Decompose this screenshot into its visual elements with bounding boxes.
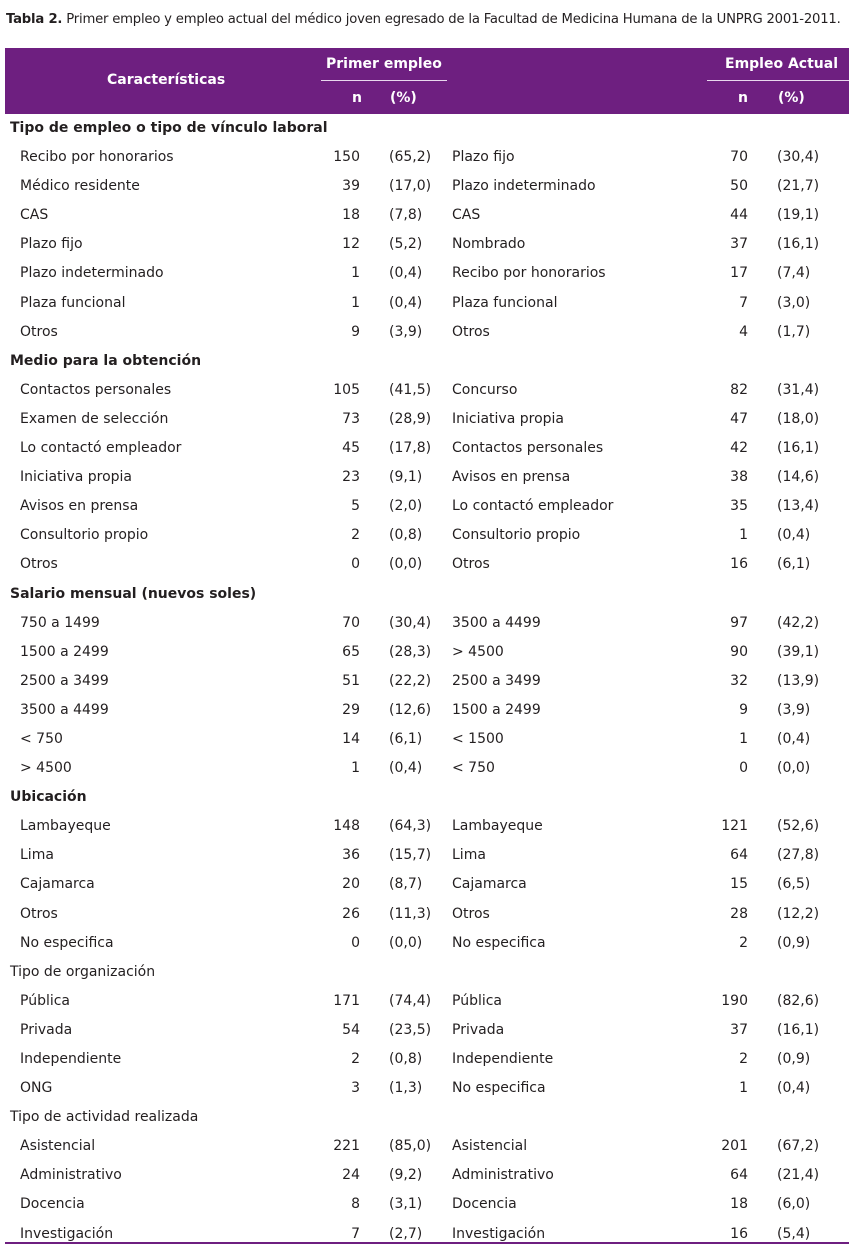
first-job-n: 9 [351,323,360,340]
first-job-n: 150 [333,149,360,166]
current-job-pct: (3,9) [777,701,811,718]
current-job-pct: (42,2) [777,614,820,631]
current-job-pct: (0,4) [777,527,811,544]
current-job-pct: (19,1) [777,207,820,224]
table-row [0,463,855,492]
current-job-n: 47 [730,410,748,427]
first-job-pct: (3,9) [389,323,423,340]
current-job-category: Contactos personales [452,440,604,457]
current-job-n: 50 [730,178,748,195]
current-job-category: Administrativo [452,1167,554,1184]
current-job-category: Investigación [452,1225,546,1242]
table-row [0,230,855,259]
first-job-pct: (0,8) [389,1051,423,1067]
table-row [0,900,855,929]
first-job-n: 12 [342,236,360,253]
first-job-n: 23 [342,469,360,486]
section-title: Medio para la obtención [10,352,202,369]
first-job-pct: (5,2) [389,236,423,253]
first-job-n: 2 [351,527,360,544]
current-job-category: > 4500 [452,643,504,660]
first-job-category: Lambayeque [20,818,111,835]
current-job-pct: (0,4) [777,730,811,747]
first-job-pct: (41,5) [389,381,432,398]
current-job-n: 17 [730,265,748,282]
current-job-n: 90 [730,643,748,660]
first-job-category: 2500 a 3499 [20,672,109,689]
current-job-n: 4 [739,323,748,340]
section-row [0,580,855,609]
first-job-pct: (0,4) [389,760,423,777]
first-job-pct: (17,0) [389,178,432,195]
current-job-n: 44 [730,207,748,224]
first-job-n: 3 [351,1080,360,1097]
current-job-pct: (21,7) [777,178,820,195]
first-job-pct: (74,4) [389,992,432,1009]
table-body [0,114,855,1249]
current-job-n: 82 [730,381,748,398]
first-job-category: 3500 a 4499 [20,701,109,718]
current-job-pct: (16,1) [777,440,820,457]
first-job-category: Médico residente [20,178,140,195]
header-current-job-rule [707,80,849,81]
first-job-n: 51 [342,672,360,689]
first-job-category: Iniciativa propia [20,469,133,486]
current-job-n: 1 [739,1080,748,1097]
current-job-n: 42 [730,440,748,457]
table-row [0,172,855,201]
first-job-pct: (30,4) [389,614,432,631]
first-job-pct: (64,3) [389,818,432,835]
header-current-job: Empleo Actual [725,56,838,72]
first-job-category: Cajamarca [20,876,95,893]
first-job-n: 171 [333,992,360,1009]
first-job-pct: (0,0) [389,556,423,573]
section-title: Tipo de empleo o tipo de vínculo laboral [10,120,328,136]
current-job-n: 64 [730,847,748,864]
current-job-pct: (1,7) [777,323,811,340]
first-job-n: 20 [342,876,360,893]
current-job-category: Lo contactó empleador [452,498,614,515]
current-job-n: 35 [730,498,748,515]
current-job-pct: (16,1) [777,236,820,253]
first-job-category: Asistencial [20,1138,96,1155]
current-job-pct: (3,0) [777,294,811,311]
first-job-pct: (0,4) [389,265,423,282]
first-job-category: Avisos en prensa [20,498,139,515]
first-job-n: 36 [342,847,360,864]
current-job-pct: (27,8) [777,847,820,864]
header-pct-current: (%) [778,90,805,106]
current-job-pct: (7,4) [777,265,811,282]
section-title: Ubicación [10,789,87,806]
table-caption-text: Primer empleo y empleo actual del médico joven egresado de la Facultad de Medicina Humana de la UNPRG 2001-2011. [66,12,841,27]
table-row [0,201,855,230]
current-job-category: < 750 [452,760,495,777]
section-row [0,958,855,987]
current-job-pct: (39,1) [777,643,820,660]
current-job-n: 7 [739,294,748,311]
first-job-pct: (23,5) [389,1021,432,1038]
table-row [0,376,855,405]
current-job-category: 2500 a 3499 [452,672,541,689]
table-row [0,259,855,288]
first-job-category: Pública [20,992,71,1009]
header-pct-first: (%) [390,90,417,106]
first-job-category: Administrativo [20,1167,122,1184]
table-caption [6,12,841,27]
first-job-pct: (3,1) [389,1196,423,1213]
current-job-n: 32 [730,672,748,689]
table-row [0,1161,855,1190]
first-job-category: < 750 [20,730,63,747]
current-job-pct: (13,9) [777,672,820,689]
current-job-n: 201 [721,1138,748,1155]
table-row [0,987,855,1016]
section-title: Tipo de organización [10,963,156,980]
table-row [0,289,855,318]
current-job-n: 2 [739,1051,748,1067]
first-job-category: Consultorio propio [20,527,149,544]
header-characteristics: Características [107,72,226,88]
first-job-category: Otros [20,905,58,922]
first-job-category: Examen de selección [20,410,169,427]
table-row [0,667,855,696]
section-row [0,114,855,143]
current-job-pct: (82,6) [777,992,820,1009]
table-row [0,521,855,550]
first-job-category: Investigación [20,1225,114,1242]
current-job-category: Consultorio propio [452,527,581,544]
first-job-pct: (28,9) [389,410,432,427]
first-job-pct: (85,0) [389,1138,432,1155]
section-row [0,1103,855,1132]
table-row [0,492,855,521]
first-job-category: Otros [20,323,58,340]
current-job-category: No especifica [452,934,546,951]
current-job-n: 97 [730,614,748,631]
current-job-pct: (16,1) [777,1021,820,1038]
first-job-n: 26 [342,905,360,922]
current-job-category: Plaza funcional [452,294,558,311]
current-job-pct: (0,9) [777,1051,811,1067]
first-job-category: Privada [20,1021,73,1038]
current-job-pct: (67,2) [777,1138,820,1155]
first-job-n: 70 [342,614,360,631]
section-title: Salario mensual (nuevos soles) [10,585,257,602]
current-job-n: 16 [730,1225,748,1242]
first-job-n: 39 [342,178,360,195]
current-job-n: 15 [730,876,748,893]
table-row [0,1016,855,1045]
first-job-category: 1500 a 2499 [20,643,109,660]
first-job-pct: (0,4) [389,294,423,311]
first-job-category: ONG [20,1080,53,1097]
current-job-pct: (6,0) [777,1196,811,1213]
current-job-n: 38 [730,469,748,486]
current-job-pct: (52,6) [777,818,820,835]
first-job-n: 54 [342,1021,360,1038]
header-first-job: Primer empleo [326,56,442,72]
first-job-category: 750 a 1499 [20,614,100,631]
section-row [0,783,855,812]
first-job-category: Independiente [20,1051,122,1067]
first-job-pct: (6,1) [389,730,423,747]
first-job-n: 221 [333,1138,360,1155]
current-job-n: 16 [730,556,748,573]
current-job-category: Plazo indeterminado [452,178,596,195]
first-job-pct: (11,3) [389,905,432,922]
current-job-category: 1500 a 2499 [452,701,541,718]
current-job-category: Pública [452,992,503,1009]
table-row [0,929,855,958]
header-n-first: n [352,90,362,106]
first-job-category: No especifica [20,934,114,951]
table-row [0,1045,855,1074]
current-job-n: 64 [730,1167,748,1184]
table-row [0,870,855,899]
first-job-n: 105 [333,381,360,398]
first-job-n: 8 [351,1196,360,1213]
table-bottom-rule [5,1242,849,1244]
first-job-pct: (1,3) [389,1080,423,1097]
current-job-pct: (13,4) [777,498,820,515]
current-job-category: Otros [452,905,490,922]
current-job-category: Lambayeque [452,818,543,835]
table-row [0,812,855,841]
current-job-n: 1 [739,730,748,747]
first-job-pct: (8,7) [389,876,423,893]
first-job-category: Recibo por honorarios [20,149,174,166]
first-job-n: 7 [351,1225,360,1242]
current-job-pct: (21,4) [777,1167,820,1184]
table-row [0,1220,855,1249]
current-job-category: CAS [452,207,481,224]
current-job-pct: (5,4) [777,1225,811,1242]
current-job-category: 3500 a 4499 [452,614,541,631]
current-job-category: Independiente [452,1051,554,1067]
current-job-category: Otros [452,323,490,340]
current-job-n: 121 [721,818,748,835]
current-job-n: 2 [739,934,748,951]
first-job-n: 0 [351,556,360,573]
first-job-pct: (17,8) [389,440,432,457]
first-job-category: Plazo fijo [20,236,83,253]
current-job-pct: (0,0) [777,760,811,777]
first-job-pct: (0,8) [389,527,423,544]
table-row [0,1190,855,1219]
current-job-category: < 1500 [452,730,504,747]
first-job-category: Lo contactó empleador [20,440,182,457]
first-job-n: 24 [342,1167,360,1184]
table-header [5,48,849,114]
table-row [0,725,855,754]
first-job-category: Otros [20,556,58,573]
first-job-n: 14 [342,730,360,747]
first-job-category: CAS [20,207,49,224]
table-caption-label: Tabla 2. [6,12,63,27]
first-job-pct: (7,8) [389,207,423,224]
first-job-pct: (22,2) [389,672,432,689]
first-job-category: Plazo indeterminado [20,265,164,282]
current-job-category: Cajamarca [452,876,527,893]
first-job-category: Docencia [20,1196,85,1213]
current-job-category: Privada [452,1021,505,1038]
table-row [0,609,855,638]
first-job-n: 1 [351,294,360,311]
first-job-pct: (0,0) [389,934,423,951]
table-row [0,754,855,783]
current-job-category: Iniciativa propia [452,410,565,427]
current-job-pct: (14,6) [777,469,820,486]
section-row [0,347,855,376]
first-job-pct: (2,7) [389,1225,423,1242]
first-job-pct: (9,2) [389,1167,423,1184]
current-job-category: Docencia [452,1196,517,1213]
current-job-pct: (6,1) [777,556,811,573]
first-job-category: Lima [20,847,54,864]
table-row [0,638,855,667]
first-job-n: 65 [342,643,360,660]
first-job-n: 73 [342,410,360,427]
first-job-pct: (9,1) [389,469,423,486]
first-job-n: 18 [342,207,360,224]
current-job-pct: (31,4) [777,381,820,398]
current-job-category: Avisos en prensa [452,469,571,486]
first-job-n: 148 [333,818,360,835]
current-job-category: Plazo fijo [452,149,515,166]
table-row [0,405,855,434]
current-job-n: 28 [730,905,748,922]
current-job-n: 0 [739,760,748,777]
current-job-category: Otros [452,556,490,573]
table-row [0,1132,855,1161]
first-job-pct: (65,2) [389,149,432,166]
current-job-category: Recibo por honorarios [452,265,606,282]
current-job-n: 37 [730,236,748,253]
current-job-n: 18 [730,1196,748,1213]
first-job-category: Contactos personales [20,381,172,398]
current-job-category: Lima [452,847,486,864]
table-row [0,550,855,579]
current-job-n: 37 [730,1021,748,1038]
first-job-pct: (28,3) [389,643,432,660]
first-job-n: 1 [351,760,360,777]
current-job-n: 1 [739,527,748,544]
first-job-n: 0 [351,934,360,951]
first-job-n: 2 [351,1051,360,1067]
table-row [0,841,855,870]
current-job-category: Nombrado [452,236,526,253]
current-job-pct: (0,9) [777,934,811,951]
first-job-n: 45 [342,440,360,457]
current-job-pct: (0,4) [777,1080,811,1097]
current-job-category: Concurso [452,381,518,398]
first-job-n: 29 [342,701,360,718]
header-first-job-rule [321,80,447,81]
current-job-n: 70 [730,149,748,166]
first-job-category: > 4500 [20,760,72,777]
first-job-n: 5 [351,498,360,515]
current-job-pct: (30,4) [777,149,820,166]
first-job-pct: (15,7) [389,847,432,864]
first-job-category: Plaza funcional [20,294,126,311]
table-row [0,1074,855,1103]
table-row [0,434,855,463]
current-job-pct: (18,0) [777,410,820,427]
current-job-n: 190 [721,992,748,1009]
current-job-pct: (12,2) [777,905,820,922]
current-job-category: No especifica [452,1080,546,1097]
table-row [0,143,855,172]
current-job-n: 9 [739,701,748,718]
first-job-pct: (12,6) [389,701,432,718]
header-n-current: n [738,90,748,106]
current-job-category: Asistencial [452,1138,528,1155]
current-job-pct: (6,5) [777,876,811,893]
table-row [0,696,855,725]
first-job-pct: (2,0) [389,498,423,515]
table-row [0,318,855,347]
section-title: Tipo de actividad realizada [10,1109,199,1126]
first-job-n: 1 [351,265,360,282]
